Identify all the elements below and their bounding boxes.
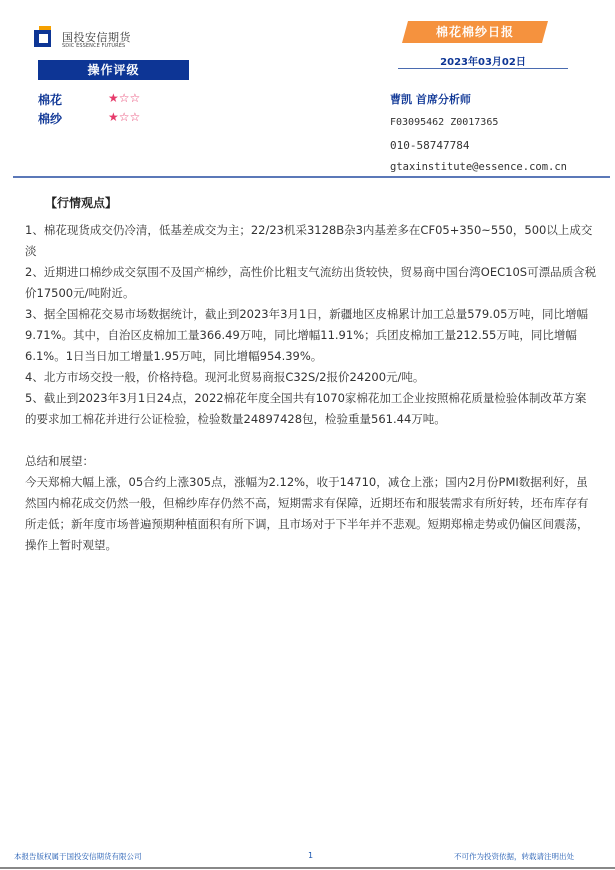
analyst-name-title: 曹凯 首席分析师	[390, 93, 471, 106]
report-date: 2023年03月02日	[440, 57, 526, 68]
summary-section	[25, 451, 597, 556]
analyst-email[interactable]: gtaxinstitute@essence.com.cn	[390, 161, 568, 173]
market-point: 1、棉花现货成交仍冷清，低基差成交为主；22/23机采3128B杂3内基差多在CF05+350~550，500以上成交淡	[25, 223, 593, 258]
page-number: 1	[308, 851, 314, 860]
analyst-license: F03095462 Z0017365	[390, 117, 499, 128]
rating-row-cotton-yarn	[38, 110, 238, 126]
market-point: 4、北方市场交投一般，价格持稳。现河北贸易商报C32S/2报价24200元/吨。	[25, 370, 425, 384]
report-title: 棉花棉纱日报	[435, 25, 514, 39]
rating-header: 操作评级	[38, 60, 189, 80]
footer-disclaimer: 不可作为投资依据，转载请注明出处	[454, 852, 574, 861]
logo-name-cn: 国投安信期货	[62, 31, 131, 44]
divider	[398, 68, 568, 69]
logo-mark-icon	[32, 26, 56, 50]
footer-copyright: 本报告版权属于国投安信期货有限公司	[14, 852, 142, 861]
market-view-points	[25, 220, 597, 430]
rating-row-cotton	[38, 91, 238, 107]
summary-text: 今天郑棉大幅上涨，05合约上涨305点，涨幅为2.12%，收于14710，减仓上涨；国内2月份PMI数据利好，虽然国内棉花成交仍然一般，但棉纱库存仍然不高，短期需求有保障，近期坯布和服装需求有所好转，坯布库存有所走低；新年度市场普遍预期种植面积有所下调，且市场对于下半年并不悲观。短期郑棉走势或仍偏区间震荡，操作上暂时观望。	[25, 475, 589, 552]
logo-name-en: SDIC ESSENCE FUTURES	[62, 43, 126, 49]
report-title-banner	[402, 21, 548, 43]
rating-commodity-name: 棉纱	[38, 112, 63, 126]
divider	[0, 867, 615, 869]
rating-commodity-name: 棉花	[38, 93, 63, 107]
company-logo	[32, 26, 152, 52]
market-point: 2、近期进口棉纱成交氛围不及国产棉纱，高性价比粗支气流纺出货较快，贸易商中国台湾OEC10S可漂品质含税价17500元/吨附近。	[25, 265, 597, 300]
star-rating-icon: ★☆☆	[108, 110, 141, 124]
market-point: 3、据全国棉花交易市场数据统计，截止到2023年3月1日，新疆地区皮棉累计加工总量579.05万吨，同比增幅9.71%。其中，自治区皮棉加工量366.49万吨，同比增幅11.91%；兵团皮棉加工量212.55万吨，同比增幅6.1%。1日当日加工增量1.95万吨，同比增幅954.39%。	[25, 307, 588, 363]
market-point: 5、截止到2023年3月1日24点，2022棉花年度全国共有1070家棉花加工企业按照棉花质量检验体制改革方案的要求加工棉花并进行公证检验，检验数量24897428包，检验重量561.44万吨。	[25, 391, 587, 426]
summary-heading: 总结和展望：	[25, 454, 94, 468]
star-rating-icon: ★☆☆	[108, 91, 141, 105]
divider	[13, 176, 610, 178]
analyst-phone: 010-58747784	[390, 139, 470, 152]
market-view-heading: 【行情观点】	[45, 196, 118, 210]
